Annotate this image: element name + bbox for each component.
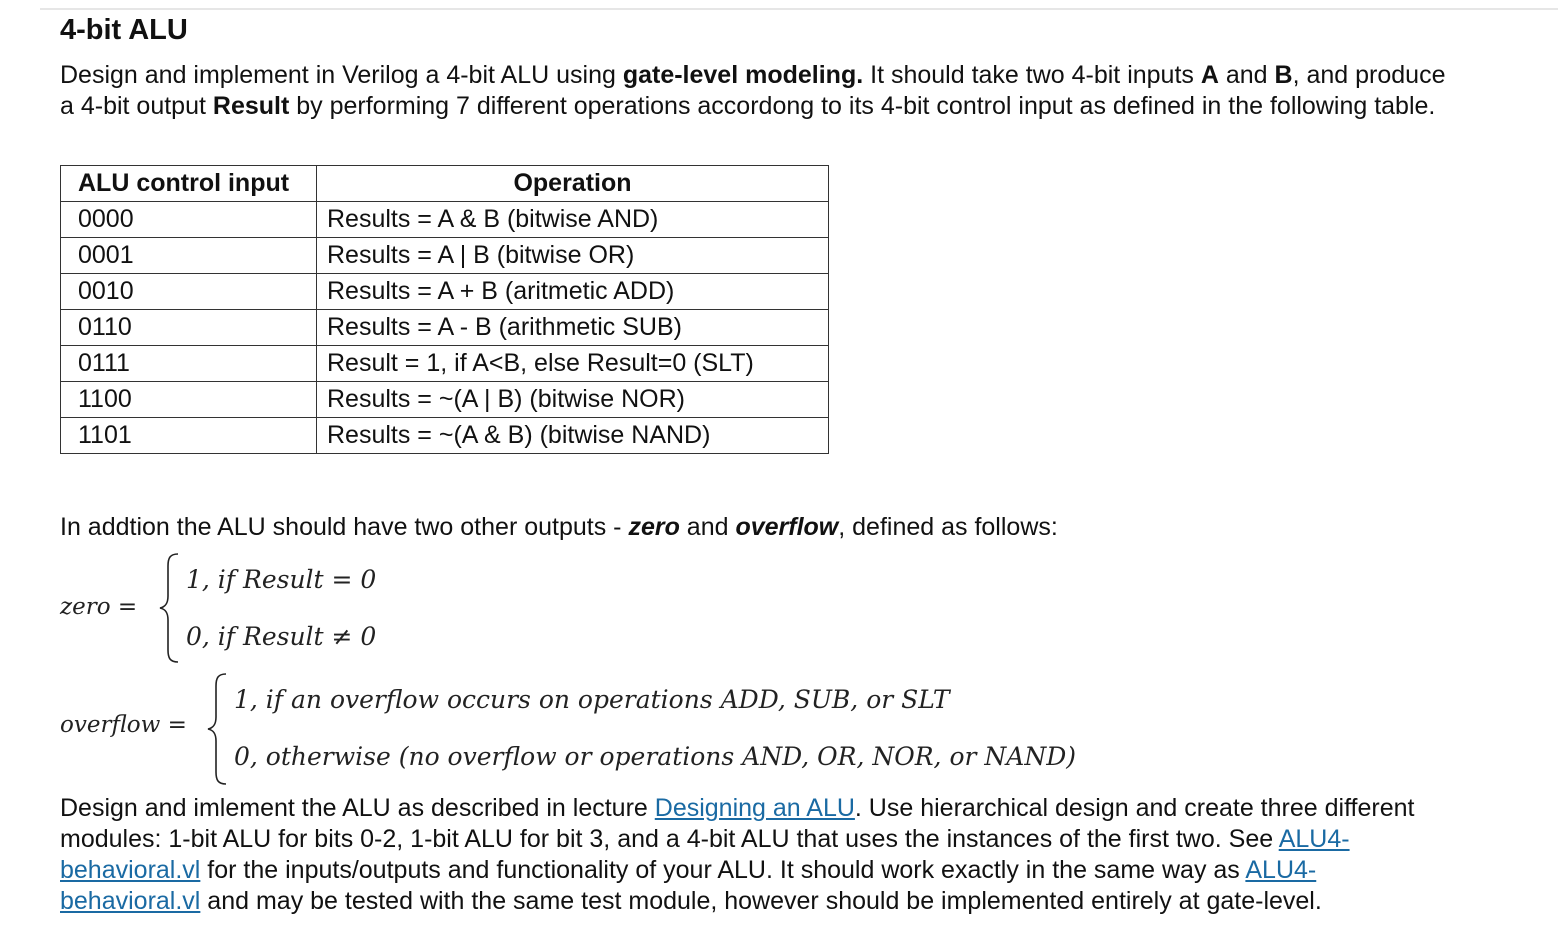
control-cell: 0000 — [61, 202, 317, 238]
operation-cell: Results = A + B (aritmetic ADD) — [317, 274, 829, 310]
control-cell: 0001 — [61, 238, 317, 274]
outputs-paragraph: In addtion the ALU should have two other outputs - zero and overflow, defined as follows: — [60, 513, 1058, 541]
operation-cell: Results = A | B (bitwise OR) — [317, 238, 829, 274]
operation-cell: Result = 1, if A<B, else Result=0 (SLT) — [317, 346, 829, 382]
zero-case-true: 1, if Result = 0 — [186, 565, 377, 594]
overflow-case-false: 0, otherwise (no overflow or operations AND, OR, NOR, or NAND) — [234, 742, 1077, 771]
table-row — [61, 202, 829, 238]
design-instructions-paragraph: Design and imlement the ALU as described in lecture Designing an ALU. Use hierarchical design and create three different modules: 1-bit ALU for bits 0-2, 1-bit ALU for bit 3, and a 4-bit ALU that uses the instances of the first two. See ALU4-behavioral.vl for the inputs/outputs and functionality of your ALU. It should work exactly in the same way as ALU4-behavioral.vl and may be tested with the same test module, however should be implemented entirely at gate-level. — [60, 794, 1415, 915]
control-cell: 0111 — [61, 346, 317, 382]
control-cell: 0010 — [61, 274, 317, 310]
zero-case-false: 0, if Result ≠ 0 — [186, 622, 377, 651]
control-cell: 1100 — [61, 382, 317, 418]
overflow-equation-lhs: overflow = — [60, 712, 187, 738]
operation-cell: Results = A - B (arithmetic SUB) — [317, 310, 829, 346]
intro-paragraph: Design and implement in Verilog a 4-bit ALU using gate-level modeling. It should take two 4-bit inputs A and B, and produce a 4-bit output Result by performing 7 different operations accordong to its 4-bit control input as defined in the following table. — [60, 61, 1446, 120]
table-row — [61, 418, 829, 454]
operation-cell: Results = ~(A | B) (bitwise NOR) — [317, 382, 829, 418]
overflow-case-true: 1, if an overflow occurs on operations ADD, SUB, or SLT — [234, 685, 950, 714]
header-control-input: ALU control input — [61, 166, 317, 202]
operation-cell: Results = A & B (bitwise AND) — [317, 202, 829, 238]
table-row — [61, 310, 829, 346]
table-row — [61, 274, 829, 310]
alu4-behavioral-link-2[interactable]: ALU4-behavioral.vl — [60, 856, 1317, 915]
operation-cell: Results = ~(A & B) (bitwise NAND) — [317, 418, 829, 454]
control-cell: 0110 — [61, 310, 317, 346]
page-title: 4-bit ALU — [60, 14, 188, 46]
table-row — [61, 238, 829, 274]
table-row — [61, 382, 829, 418]
header-operation: Operation — [317, 166, 829, 202]
alu4-behavioral-link[interactable]: ALU4-behavioral.vl — [60, 825, 1350, 884]
alu-operations-table — [60, 165, 829, 454]
top-divider — [40, 8, 1558, 10]
control-cell: 1101 — [61, 418, 317, 454]
table-header-row — [61, 166, 829, 202]
zero-equation-lhs: zero = — [60, 594, 138, 620]
overflow-brace-icon — [206, 672, 230, 786]
table-row — [61, 346, 829, 382]
zero-brace-icon — [158, 552, 182, 664]
designing-alu-link[interactable]: Designing an ALU — [654, 794, 855, 822]
